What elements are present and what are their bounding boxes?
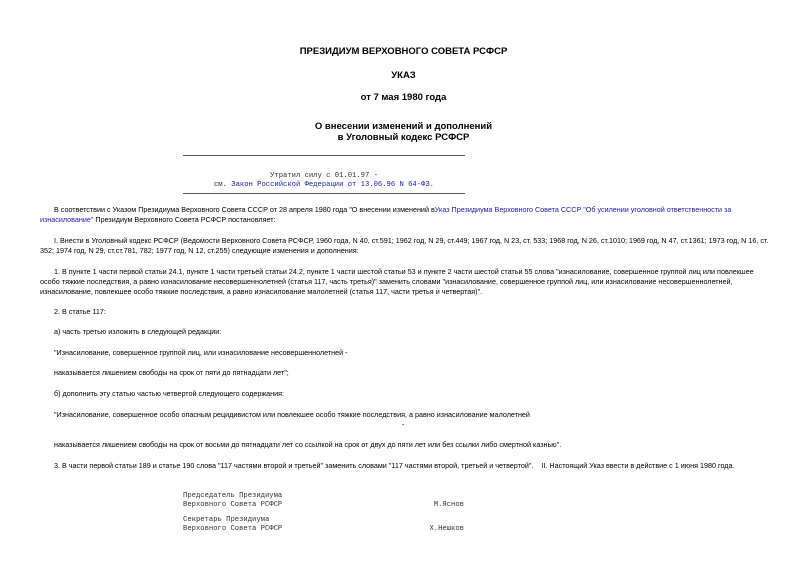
quote-2-paragraph: "Изнасилование, совершенное особо опасным рецидивистом или повлекшее особо тяжкие последствия, а равно изнасилование малолетней [54, 410, 530, 419]
signature-chairman-title2: Верховного Совета РСФСР [183, 501, 283, 509]
section-1-paragraph: I. Внести в Уголовный кодекс РСФСР (Ведомости Верховного Совета РСФСР, 1960 года, N 40, ст.591; 1962 год, N 29, ст.449; 1967 год, N 23, ст. 533; 1968 год, N 26, ст.1010; 1969 год, N 47, ст.1361; 1973 год, N 16, ст. 352; 1974 год, N 29, ст.ст.781, 782; 1977 год, N 12, ст.255) следующие изменения и дополнения: [40, 236, 769, 255]
document-title-line1: О внесении изменений и дополнений [314, 121, 493, 132]
signature-secretary [183, 516, 468, 534]
quote-1-penalty: наказывается лишением свободы на срок от пяти до пятнадцати лет"; [54, 368, 289, 377]
signature-secretary-name: Х.Нешков [429, 525, 464, 533]
quote-2-dash: - [402, 420, 405, 429]
quote-1-paragraph: "Изнасилование, совершенное группой лиц, или изнасилование несовершеннолетней - [54, 348, 348, 357]
status-note-prefix: см. [213, 181, 232, 189]
signature-chairman-name: М.Яснов [433, 501, 464, 509]
item-3-paragraph [40, 461, 775, 471]
document-type: УКАЗ [391, 70, 416, 81]
item-3-text: 3. В части первой статьи 189 и статье 190 слова "117 частями второй и третьей" заменить словами "117 частями второй, третьей и четвертой". [54, 461, 534, 470]
preamble-text-end: Президиум Верховного Совета РСФСР постановляет: [93, 215, 276, 224]
item-2a-paragraph: а) часть третью изложить в следующей редакции: [54, 327, 222, 336]
document-title-line2: в Уголовный кодекс РСФСР [337, 132, 470, 143]
issuing-body: ПРЕЗИДИУМ ВЕРХОВНОГО СОВЕТА РСФСР [299, 46, 508, 57]
status-note-line2 [183, 181, 465, 189]
divider-top [183, 155, 465, 156]
item-2-paragraph: 2. В статье 117: [54, 307, 106, 316]
document-date: от 7 мая 1980 года [360, 92, 447, 103]
repeal-law-link[interactable]: Закон Российской Федерации от 13.06.96 N 64-ФЗ [231, 181, 430, 189]
signature-secretary-title1: Секретарь Президиума [183, 516, 270, 524]
signature-chairman-title1: Председатель Президиума [183, 492, 283, 500]
item-2b-paragraph: б) дополнить эту статью частью четвертой следующего содержания: [54, 389, 285, 398]
status-note-line1: Утратил силу с 01.01.97 - [270, 172, 378, 180]
ussr-decree-link[interactable]: Указ Президиума Верховного Совета СССР "Об усилении уголовной ответственности за изнасилование" [40, 205, 732, 224]
status-note-suffix: . [429, 181, 434, 189]
signature-secretary-title2: Верховного Совета РСФСР [183, 525, 283, 533]
preamble-paragraph [40, 205, 775, 225]
quote-2-penalty: наказывается лишением свободы на срок от восьми до пятнадцати лет со ссылкой на срок от двух до пяти лет или без ссылки либо смертной казнью". [54, 440, 562, 449]
section-2-text: II. Настоящий Указ ввести в действие с 1 июня 1980 года. [541, 461, 735, 470]
preamble-text: В соответствии с Указом Президиума Верховного Совета СССР от 28 апреля 1980 года "О внесении изменений в [54, 205, 435, 214]
divider-bottom [183, 193, 465, 194]
signature-chairman [183, 492, 468, 510]
item-1-paragraph: 1. В пункте 1 части первой статьи 24.1, пункте 1 части третьей статьи 24.2, пункте 1 части шестой статьи 53 и пункте 2 части шестой статьи 55 слова "изнасилование, совершенное группой лиц или повлекшее особо тяжкие последствия, а равно изнасилование несовершеннолетней (статья 117, часть третья)" заменить словами "изнасилование, совершенное группой лиц, или изнасилование несовершеннолетней, изнасилование, повлекшее особо тяжкие последствия, а равно изнасилование малолетней (статья 117, части третья и четвертая)". [40, 267, 754, 296]
